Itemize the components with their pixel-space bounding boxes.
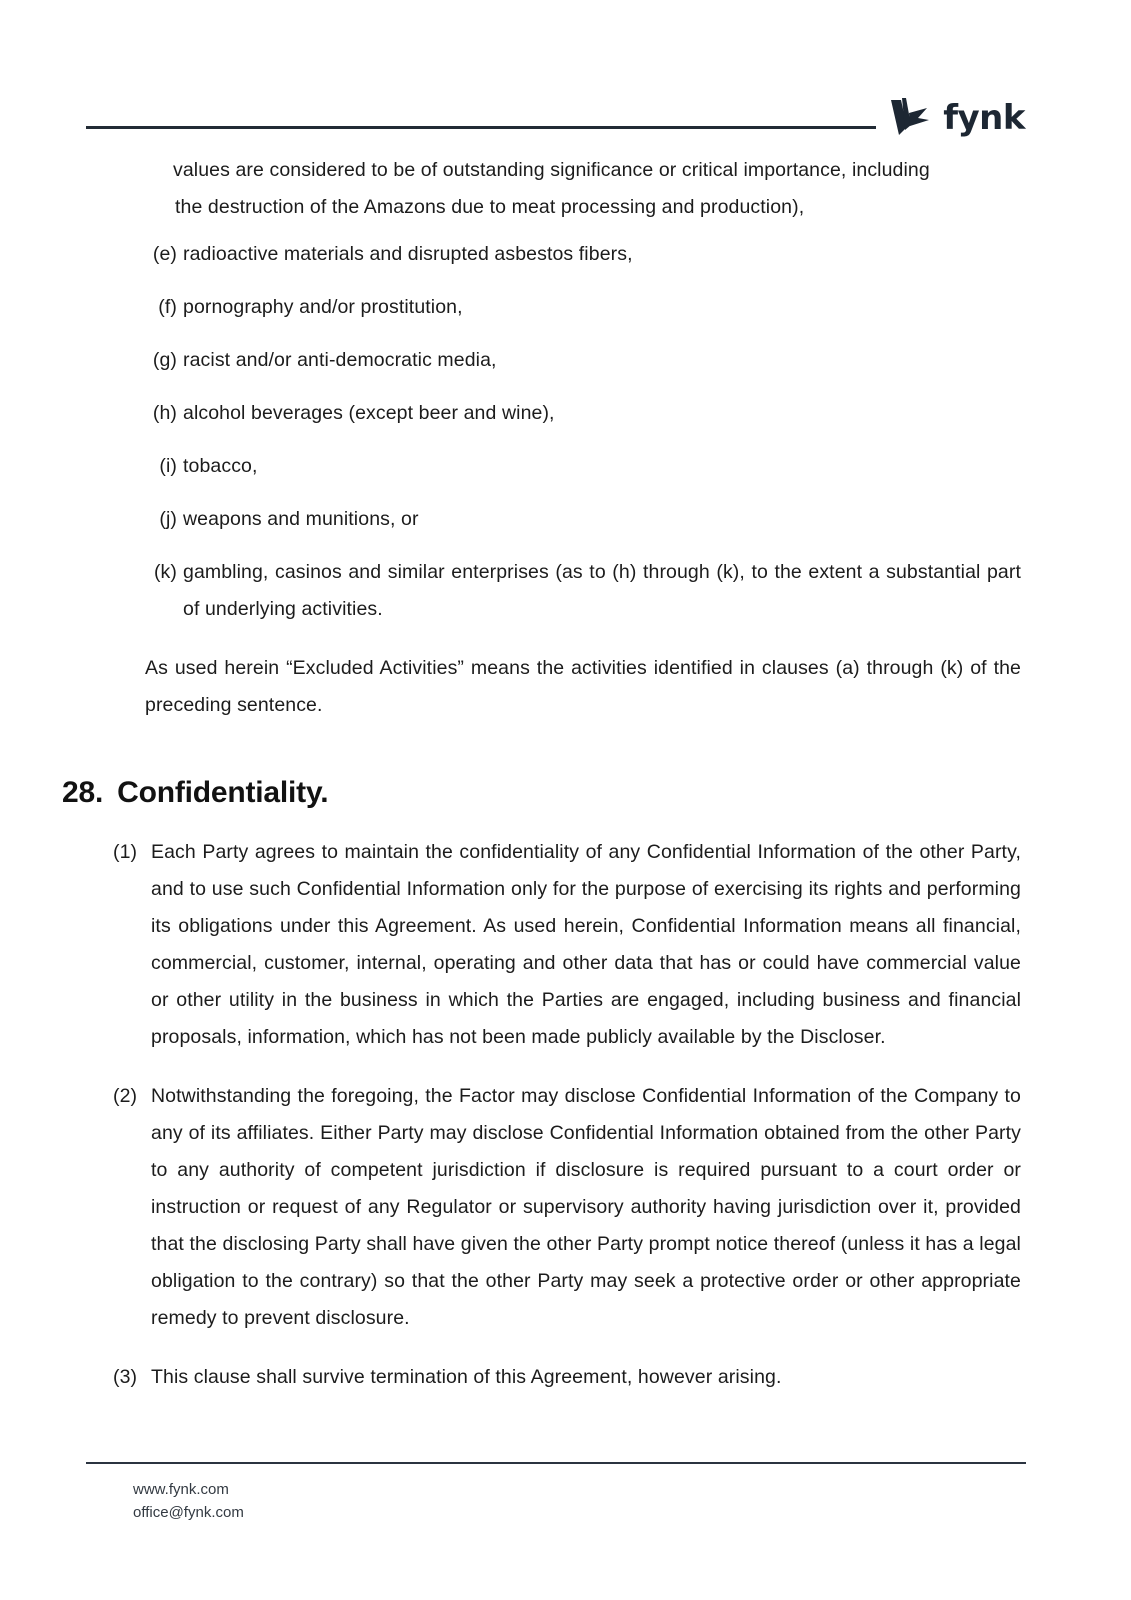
clause-text: This clause shall survive termination of this Agreement, however arising. (151, 1366, 782, 1388)
brand-name: fynk (943, 98, 1025, 138)
list-item-label: racist and/or anti-democratic media, (183, 349, 497, 371)
continued-paragraph-line-2: the destruction of the Amazons due to meat processing and production), (175, 196, 805, 218)
list-item (145, 289, 1021, 326)
list-item-marker: (j) (159, 508, 177, 530)
list-item-marker: (e) (152, 243, 177, 265)
clause-text: Notwithstanding the foregoing, the Factor may disclose Confidential Information of the Company to any of its affiliates. Either Party may disclose Confidential Information obtained from the other Party to any authority of competent jurisdiction if disclosure is required pursuant to a court order or instruction or request of any Regulator or supervisory authority having jurisdiction over it, provided that the disclosing Party shall have given the other Party prompt notice thereof (unless it has a legal obligation to the contrary) so that the other Party may seek a protective order or other appropriate remedy to prevent disclosure. (151, 1085, 1021, 1329)
excluded-activities-list (145, 236, 1021, 628)
list-item-label: gambling, casinos and similar enterprises (as to (h) through (k), to the extent a substantial part of underlying activities. (183, 561, 1021, 620)
clause-item (113, 834, 1021, 1056)
section-number: 28. (62, 776, 104, 809)
header-divider (86, 126, 876, 129)
excluded-activities-definition: As used herein “Excluded Activities” means the activities identified in clauses (a) through (k) of the preceding sentence. (145, 657, 1021, 716)
list-item (145, 395, 1021, 432)
list-item (145, 342, 1021, 379)
clause-item (113, 1078, 1021, 1337)
page-header (0, 0, 1131, 152)
clause-item (113, 1359, 1021, 1396)
brand-logo (887, 97, 1025, 139)
clause-number: (1) (113, 841, 138, 863)
list-item-marker: (g) (152, 349, 177, 371)
list-item (145, 501, 1021, 538)
list-item-marker: (i) (159, 455, 177, 477)
page-footer (0, 1440, 1131, 1600)
clause-text: Each Party agrees to maintain the confidentiality of any Confidential Information of the other Party, and to use such Confidential Information only for the purpose of exercising its rights and performing its obligations under this Agreement. As used herein, Confidential Information means all financial, commercial, customer, internal, operating and other data that has or could have commercial value or other utility in the business in which the Parties are engaged, including business and financial proposals, information, which has not been made publicly available by the Discloser. (151, 841, 1021, 1048)
continued-paragraph-line-1: values are considered to be of outstanding significance or critical importance, including (173, 159, 930, 181)
list-item-label: radioactive materials and disrupted asbestos fibers, (183, 243, 633, 265)
section-heading (62, 776, 1131, 810)
list-item-label: weapons and munitions, or (183, 508, 419, 530)
clause-number: (2) (113, 1085, 138, 1107)
list-item-marker: (h) (152, 402, 177, 424)
list-item-label: pornography and/or prostitution, (183, 296, 463, 318)
section-title: Confidentiality. (117, 776, 329, 809)
list-item (145, 448, 1021, 485)
list-item (145, 236, 1021, 273)
list-item (145, 554, 1021, 628)
footer-email[interactable]: office@fynk.com (133, 1504, 244, 1521)
footer-website[interactable]: www.fynk.com (133, 1481, 229, 1498)
continued-paragraph (175, 152, 1021, 226)
footer-contact (133, 1478, 244, 1524)
confidentiality-clauses (113, 834, 1021, 1396)
clause-number: (3) (113, 1366, 138, 1388)
footer-divider (86, 1462, 1026, 1464)
list-item-marker: (k) (153, 561, 177, 583)
document-body (0, 152, 1131, 1418)
list-item-label: tobacco, (183, 455, 258, 477)
list-item-label: alcohol beverages (except beer and wine), (183, 402, 555, 424)
fynk-bird-logo-icon (887, 97, 933, 139)
list-item-marker: (f) (158, 296, 177, 318)
